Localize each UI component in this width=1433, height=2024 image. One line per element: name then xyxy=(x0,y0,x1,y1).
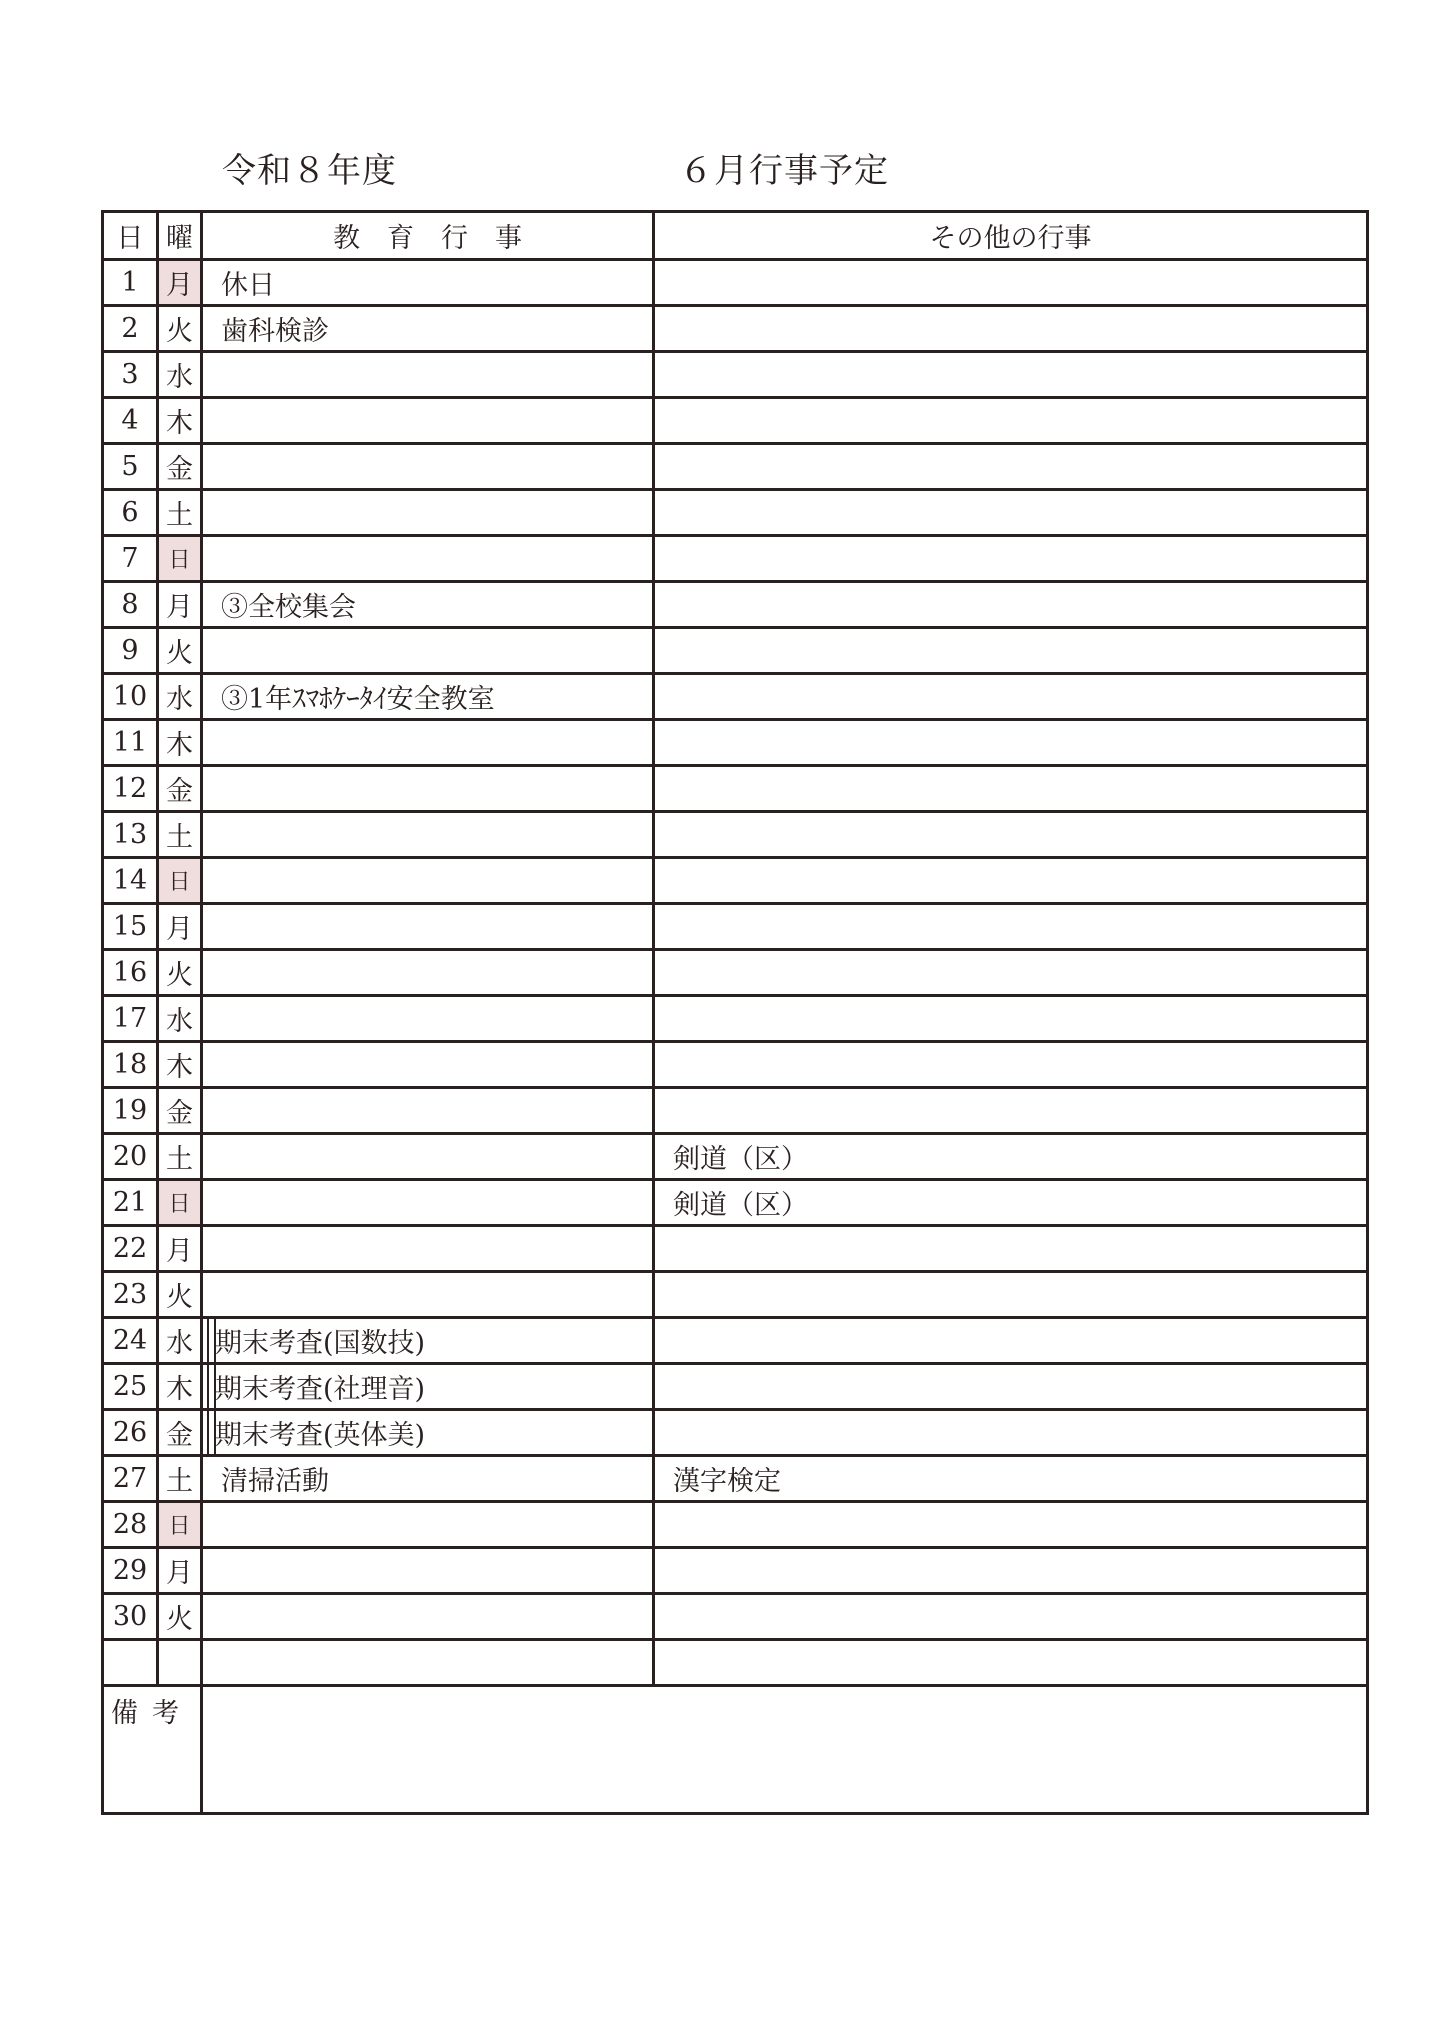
day-cell xyxy=(103,1640,158,1686)
education-event-cell xyxy=(202,444,654,490)
education-event-cell xyxy=(202,260,654,306)
weekday-label: 土 xyxy=(166,1466,193,1497)
day-cell: 9 xyxy=(103,628,158,674)
weekday-label: 火 xyxy=(166,1604,193,1635)
table-row xyxy=(103,582,1368,628)
weekday-cell xyxy=(158,904,202,950)
weekday-cell xyxy=(158,536,202,582)
other-event-cell xyxy=(654,904,1368,950)
day-cell: 3 xyxy=(103,352,158,398)
table-row xyxy=(103,858,1368,904)
other-event-cell xyxy=(654,1548,1368,1594)
weekday-cell xyxy=(158,1502,202,1548)
day-cell: 12 xyxy=(103,766,158,812)
education-event-cell xyxy=(202,1410,654,1456)
weekday-cell xyxy=(158,1456,202,1502)
other-event-cell xyxy=(654,1272,1368,1318)
day-cell: 14 xyxy=(103,858,158,904)
day-cell: 1 xyxy=(103,260,158,306)
other-event-cell xyxy=(654,1088,1368,1134)
day-cell: 10 xyxy=(103,674,158,720)
table-row xyxy=(103,352,1368,398)
other-event-cell xyxy=(654,1226,1368,1272)
table-row xyxy=(103,1548,1368,1594)
weekday-cell xyxy=(158,766,202,812)
table-row xyxy=(103,1410,1368,1456)
weekday-label: 金 xyxy=(166,1420,193,1451)
weekday-label: 日 xyxy=(168,1192,191,1217)
weekday-label: 土 xyxy=(166,822,193,853)
weekday-label: 火 xyxy=(166,960,193,991)
weekday-cell xyxy=(158,1272,202,1318)
education-event-cell xyxy=(202,858,654,904)
weekday-cell xyxy=(158,306,202,352)
education-event-cell xyxy=(202,812,654,858)
day-cell: 6 xyxy=(103,490,158,536)
day-cell: 2 xyxy=(103,306,158,352)
other-event-cell xyxy=(654,398,1368,444)
weekday-cell xyxy=(158,720,202,766)
weekday-cell xyxy=(158,260,202,306)
table-row xyxy=(103,1594,1368,1640)
table-row xyxy=(103,1364,1368,1410)
day-cell: 30 xyxy=(103,1594,158,1640)
header-day: 日 xyxy=(103,212,158,260)
remarks-text xyxy=(202,1686,1368,1814)
other-event-cell: 剣道（区） xyxy=(654,1134,1368,1180)
other-event-cell xyxy=(654,1410,1368,1456)
day-cell: 22 xyxy=(103,1226,158,1272)
other-event-cell xyxy=(654,536,1368,582)
education-event-cell xyxy=(202,1272,654,1318)
weekday-label: 日 xyxy=(168,870,191,895)
remarks-label: 備考 xyxy=(103,1686,202,1814)
weekday-cell xyxy=(158,996,202,1042)
other-event-cell xyxy=(654,1594,1368,1640)
education-event-cell xyxy=(202,996,654,1042)
weekday-cell xyxy=(158,950,202,996)
education-event-cell xyxy=(202,1318,654,1364)
education-event-cell xyxy=(202,1456,654,1502)
education-event-cell xyxy=(202,950,654,996)
table-row xyxy=(103,398,1368,444)
weekday-label: 水 xyxy=(166,1006,193,1037)
weekday-cell xyxy=(158,398,202,444)
day-cell: 26 xyxy=(103,1410,158,1456)
table-row xyxy=(103,996,1368,1042)
education-event-text: 期末考査(社理音) xyxy=(215,1374,426,1405)
weekday-label: 水 xyxy=(166,684,193,715)
education-event-cell xyxy=(202,306,654,352)
other-event-cell xyxy=(654,260,1368,306)
day-cell: 17 xyxy=(103,996,158,1042)
weekday-label: 土 xyxy=(166,500,193,531)
education-event-cell xyxy=(202,1042,654,1088)
table-row xyxy=(103,1226,1368,1272)
education-event-cell xyxy=(202,490,654,536)
education-event-cell xyxy=(202,1640,654,1686)
weekday-label: 月 xyxy=(166,1236,193,1267)
weekday-label: 木 xyxy=(166,730,193,761)
weekday-cell xyxy=(158,628,202,674)
day-cell: 25 xyxy=(103,1364,158,1410)
weekday-cell xyxy=(158,444,202,490)
education-event-text: 清掃活動 xyxy=(221,1466,329,1497)
other-event-cell xyxy=(654,1042,1368,1088)
day-cell: 16 xyxy=(103,950,158,996)
education-event-cell xyxy=(202,1226,654,1272)
other-event-cell xyxy=(654,766,1368,812)
day-cell: 7 xyxy=(103,536,158,582)
table-row xyxy=(103,812,1368,858)
education-event-cell xyxy=(202,352,654,398)
weekday-label: 月 xyxy=(166,592,193,623)
table-row xyxy=(103,674,1368,720)
weekday-label: 金 xyxy=(166,454,193,485)
other-event-cell xyxy=(654,582,1368,628)
table-row xyxy=(103,1502,1368,1548)
education-event-cell xyxy=(202,536,654,582)
other-event-cell xyxy=(654,1502,1368,1548)
education-event-cell xyxy=(202,720,654,766)
day-cell: 27 xyxy=(103,1456,158,1502)
schedule-table xyxy=(101,210,1369,1815)
day-cell: 18 xyxy=(103,1042,158,1088)
weekday-label: 月 xyxy=(166,1558,193,1589)
education-event-cell xyxy=(202,1364,654,1410)
table-row xyxy=(103,1640,1368,1686)
day-cell: 11 xyxy=(103,720,158,766)
weekday-label: 土 xyxy=(166,1144,193,1175)
weekday-cell xyxy=(158,490,202,536)
education-event-text: 休日 xyxy=(221,270,275,301)
header-other-events: その他の行事 xyxy=(654,212,1368,260)
education-event-text: 歯科検診 xyxy=(221,316,329,347)
other-event-cell xyxy=(654,352,1368,398)
day-cell: 15 xyxy=(103,904,158,950)
weekday-label: 月 xyxy=(166,914,193,945)
table-row xyxy=(103,1318,1368,1364)
day-cell: 4 xyxy=(103,398,158,444)
weekday-label: 水 xyxy=(166,362,193,393)
other-event-cell xyxy=(654,858,1368,904)
weekday-cell xyxy=(158,1640,202,1686)
other-event-cell: 漢字検定 xyxy=(654,1456,1368,1502)
education-event-cell xyxy=(202,1594,654,1640)
education-event-cell xyxy=(202,1088,654,1134)
weekday-cell xyxy=(158,1548,202,1594)
table-row xyxy=(103,1088,1368,1134)
day-cell: 29 xyxy=(103,1548,158,1594)
table-row xyxy=(103,260,1368,306)
other-event-cell xyxy=(654,1318,1368,1364)
weekday-cell xyxy=(158,858,202,904)
weekday-cell xyxy=(158,674,202,720)
day-cell: 13 xyxy=(103,812,158,858)
weekday-label: 月 xyxy=(166,270,193,301)
other-event-cell xyxy=(654,628,1368,674)
table-row xyxy=(103,490,1368,536)
education-event-cell xyxy=(202,628,654,674)
day-cell: 19 xyxy=(103,1088,158,1134)
weekday-cell xyxy=(158,1088,202,1134)
other-event-cell xyxy=(654,1364,1368,1410)
table-row xyxy=(103,1180,1368,1226)
day-cell: 28 xyxy=(103,1502,158,1548)
education-event-cell xyxy=(202,1502,654,1548)
day-cell: 8 xyxy=(103,582,158,628)
weekday-label: 金 xyxy=(166,776,193,807)
weekday-label: 木 xyxy=(166,408,193,439)
education-event-cell xyxy=(202,398,654,444)
weekday-cell xyxy=(158,1180,202,1226)
weekday-label: 日 xyxy=(168,548,191,573)
table-row xyxy=(103,950,1368,996)
education-event-cell xyxy=(202,904,654,950)
month-schedule-title: ６月行事予定 xyxy=(679,151,889,191)
table-row xyxy=(103,720,1368,766)
table-row xyxy=(103,1456,1368,1502)
header-row xyxy=(103,212,1368,260)
table-row xyxy=(103,1272,1368,1318)
education-event-cell xyxy=(202,674,654,720)
other-event-cell: 剣道（区） xyxy=(654,1180,1368,1226)
education-event-cell xyxy=(202,1548,654,1594)
other-event-cell xyxy=(654,996,1368,1042)
other-event-cell xyxy=(654,1640,1368,1686)
education-event-cell xyxy=(202,582,654,628)
education-event-cell xyxy=(202,1134,654,1180)
weekday-label: 金 xyxy=(166,1098,193,1129)
weekday-label: 火 xyxy=(166,1282,193,1313)
weekday-cell xyxy=(158,812,202,858)
fiscal-year-title: 令和８年度 xyxy=(222,151,397,191)
table-row xyxy=(103,766,1368,812)
weekday-cell xyxy=(158,1318,202,1364)
weekday-cell xyxy=(158,1042,202,1088)
day-cell: 21 xyxy=(103,1180,158,1226)
day-cell: 24 xyxy=(103,1318,158,1364)
education-event-text: 期末考査(国数技) xyxy=(215,1328,426,1359)
table-row xyxy=(103,536,1368,582)
day-cell: 5 xyxy=(103,444,158,490)
weekday-label: 木 xyxy=(166,1052,193,1083)
weekday-label: 木 xyxy=(166,1374,193,1405)
weekday-cell xyxy=(158,1134,202,1180)
header-weekday: 曜 xyxy=(158,212,202,260)
other-event-cell xyxy=(654,674,1368,720)
table-row xyxy=(103,904,1368,950)
other-event-cell xyxy=(654,444,1368,490)
other-event-cell xyxy=(654,812,1368,858)
weekday-cell xyxy=(158,582,202,628)
header-education-events: 教 育 行 事 xyxy=(202,212,654,260)
table-row xyxy=(103,444,1368,490)
table-row xyxy=(103,1134,1368,1180)
other-event-cell xyxy=(654,720,1368,766)
education-event-text: ③1年ｽﾏﾎｹｰﾀｲ安全教室 xyxy=(221,684,495,715)
day-cell: 23 xyxy=(103,1272,158,1318)
day-cell: 20 xyxy=(103,1134,158,1180)
weekday-label: 日 xyxy=(168,1514,191,1539)
education-event-cell xyxy=(202,766,654,812)
weekday-cell xyxy=(158,1594,202,1640)
table-row xyxy=(103,1042,1368,1088)
remarks-row xyxy=(103,1686,1368,1814)
weekday-label: 火 xyxy=(166,316,193,347)
weekday-cell xyxy=(158,1410,202,1456)
weekday-label: 水 xyxy=(166,1328,193,1359)
weekday-cell xyxy=(158,352,202,398)
table-row xyxy=(103,628,1368,674)
weekday-cell xyxy=(158,1226,202,1272)
education-event-text: 期末考査(英体美) xyxy=(215,1420,426,1451)
education-event-text: ③全校集会 xyxy=(221,592,356,623)
weekday-cell xyxy=(158,1364,202,1410)
other-event-cell xyxy=(654,950,1368,996)
table-row xyxy=(103,306,1368,352)
other-event-cell xyxy=(654,306,1368,352)
other-event-cell xyxy=(654,490,1368,536)
education-event-cell xyxy=(202,1180,654,1226)
weekday-label: 火 xyxy=(166,638,193,669)
